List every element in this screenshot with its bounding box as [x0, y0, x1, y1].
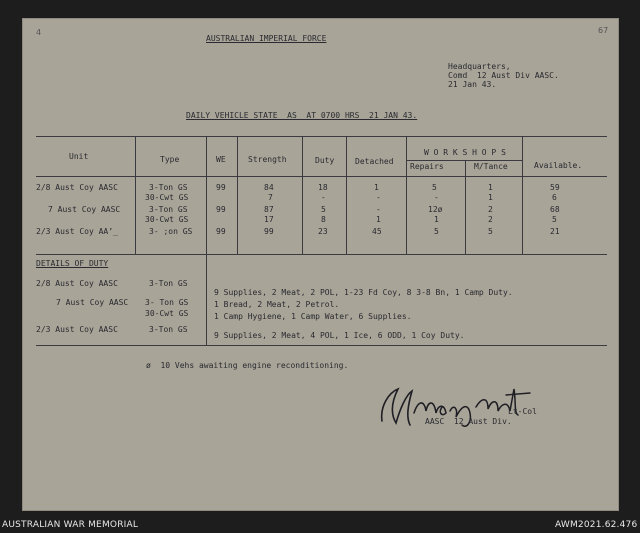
row-detached: 1	[374, 183, 379, 192]
document-page	[22, 18, 619, 511]
detail-unit: 2/3 Aust Coy AASC	[36, 325, 118, 334]
pencil-mark-top-left: 4	[36, 28, 42, 37]
detail-unit: 2/8 Aust Coy AASC	[36, 279, 118, 288]
document-title: DAILY VEHICLE STATE AS AT 0700 HRS 21 JAN 43.	[186, 111, 418, 120]
row-detached: 45	[372, 227, 382, 236]
detail-type: 3-Ton GS	[149, 325, 188, 334]
col-divider-3	[237, 136, 238, 254]
row-type: 30-Cwt GS	[145, 193, 189, 202]
header-type: Type	[160, 155, 180, 164]
row-type: 30-Cwt GS	[145, 215, 189, 224]
row-type: 3-Ton GS	[149, 205, 188, 214]
header-repairs: Repairs	[410, 162, 444, 171]
row-we: 99	[216, 227, 226, 236]
row-type: 3- ;on GS	[149, 227, 193, 236]
header-unit: Unit	[69, 152, 89, 161]
detail-text: 9 Supplies, 2 Meat, 2 POL, 1-23 Fd Coy, 8 3-8 Bn, 1 Camp Duty.	[214, 288, 513, 297]
row-available: 21	[550, 227, 560, 236]
row-repairs: 1	[434, 215, 439, 224]
col-divider-7	[465, 160, 466, 254]
row-mtance: 2	[488, 205, 493, 214]
row-duty: 5	[321, 205, 326, 214]
col-divider-4	[302, 136, 303, 254]
row-available: 5	[552, 215, 557, 224]
header-mtance: M/Tance	[474, 162, 508, 171]
row-repairs: 5	[432, 183, 437, 192]
header-detached: Detached	[355, 157, 394, 166]
row-repairs: 12ø	[428, 205, 443, 214]
archive-credit: AUSTRALIAN WAR MEMORIAL	[2, 520, 139, 530]
header-we: WE	[216, 155, 226, 164]
row-available: 68	[550, 205, 560, 214]
row-unit: 2/8 Aust Coy AASC	[36, 183, 118, 192]
detail-text: 1 Camp Hygiene, 1 Camp Water, 6 Supplies.	[214, 312, 412, 321]
signature-line: AASC 12 Aust Div.	[425, 417, 512, 426]
footnote: ø 10 Vehs awaiting engine reconditioning.	[146, 361, 349, 370]
table-bottom-rule	[36, 345, 607, 346]
row-mtance: 1	[488, 183, 493, 192]
row-mtance: 1	[488, 193, 493, 202]
detail-text: 9 Supplies, 2 Meat, 4 POL, 1 Ice, 6 ODD, 1 Coy Duty.	[214, 331, 465, 340]
header-duty: Duty	[315, 156, 335, 165]
detail-type: 30-Cwt GS	[145, 309, 189, 318]
col-divider-2	[206, 136, 207, 345]
hq-line-3: 21 Jan 43.	[448, 80, 497, 89]
row-unit: 2/3 Aust Coy AA’_	[36, 227, 118, 236]
row-duty: -	[321, 193, 326, 202]
detail-unit: 7 Aust Coy AASC	[56, 298, 129, 307]
header-available: Available.	[534, 161, 583, 170]
row-strength: 84	[264, 183, 274, 192]
hq-line-1: Headquarters,	[448, 62, 511, 71]
row-strength: 87	[264, 205, 274, 214]
section-rule	[36, 254, 607, 255]
row-available: 59	[550, 183, 560, 192]
row-strength: 7	[268, 193, 273, 202]
row-mtance: 2	[488, 215, 493, 224]
row-detached: 1	[376, 215, 381, 224]
detail-type: 3-Ton GS	[149, 279, 188, 288]
row-duty: 8	[321, 215, 326, 224]
col-divider-1	[135, 136, 136, 254]
header-strength: Strength	[248, 155, 287, 164]
hq-line-2: Comd 12 Aust Div AASC.	[448, 71, 559, 80]
row-detached: -	[376, 205, 381, 214]
row-available: 6	[552, 193, 557, 202]
row-we: 99	[216, 205, 226, 214]
row-duty: 18	[318, 183, 328, 192]
row-detached: -	[376, 193, 381, 202]
row-strength: 17	[264, 215, 274, 224]
col-divider-8	[522, 136, 523, 254]
pencil-mark-top-right: 67	[598, 26, 609, 35]
details-heading: DETAILS OF DUTY	[36, 259, 109, 268]
signature-rank: Lt-Col	[508, 407, 537, 416]
detail-text: 1 Bread, 2 Meat, 2 Petrol.	[214, 300, 340, 309]
col-divider-6	[406, 136, 407, 254]
unit-title: AUSTRALIAN IMPERIAL FORCE	[206, 34, 327, 43]
row-strength: 99	[264, 227, 274, 236]
detail-type: 3- Ton GS	[145, 298, 189, 307]
row-unit: 7 Aust Coy AASC	[48, 205, 121, 214]
col-divider-5	[346, 136, 347, 254]
workshops-rule	[406, 160, 522, 161]
header-workshops: W O R K S H O P S	[424, 148, 506, 157]
row-duty: 23	[318, 227, 328, 236]
row-we: 99	[216, 183, 226, 192]
row-repairs: -	[434, 193, 439, 202]
row-repairs: 5	[434, 227, 439, 236]
row-type: 3-Ton GS	[149, 183, 188, 192]
row-mtance: 5	[488, 227, 493, 236]
accession-number: AWM2021.62.476	[555, 520, 638, 530]
